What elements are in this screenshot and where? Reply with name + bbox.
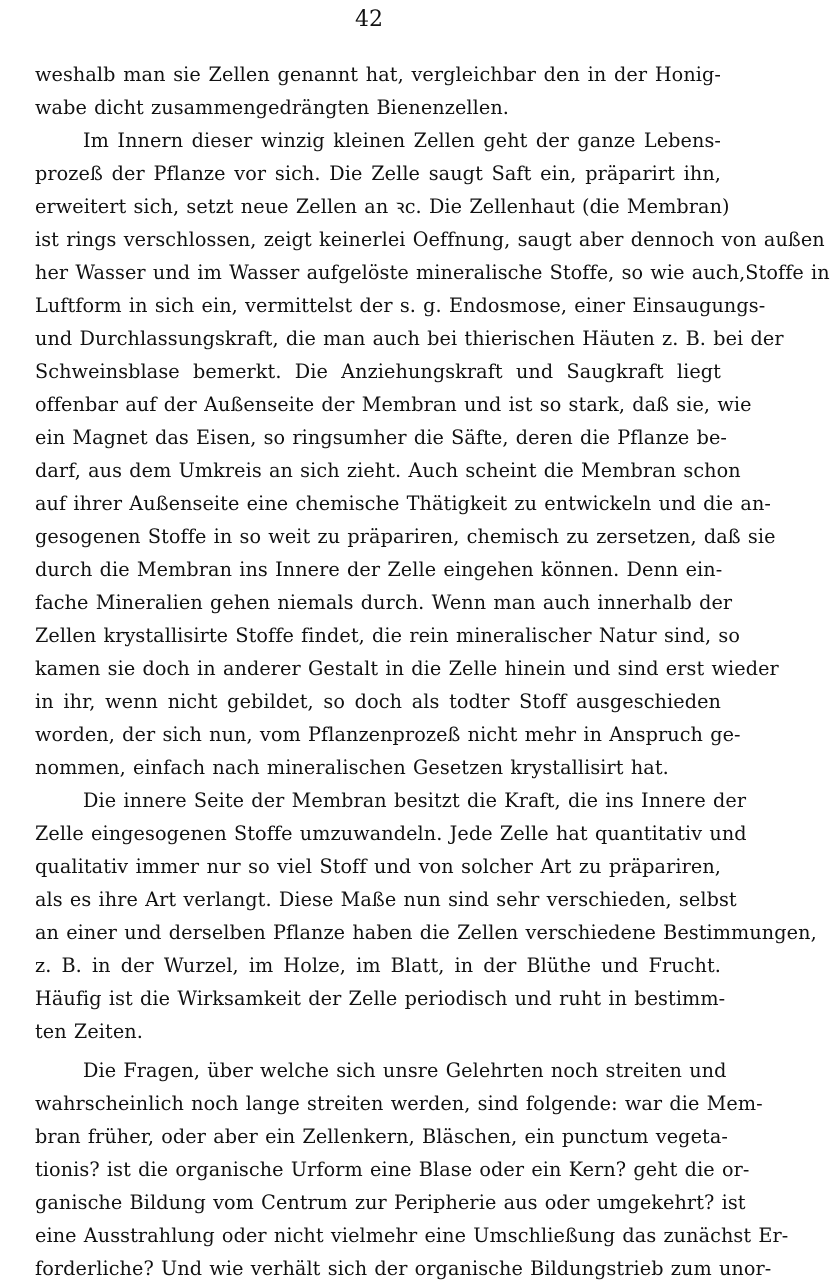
text-line: Die Fragen, über welche sich unsre Gelehrten noch streiten und xyxy=(83,1059,727,1082)
text-line: bran früher, oder aber ein Zellenkern, Bläschen, ein punctum vegeta- xyxy=(35,1125,728,1148)
text-line: Zelle eingesogenen Stoffe umzuwandeln. Jede Zelle hat quantitativ und xyxy=(35,822,747,845)
text-line: Schweinsblase bemerkt. Die Anziehungskraft und Saugkraft liegt xyxy=(35,360,721,383)
text-line: und Durchlassungskraft, die man auch bei thierischen Häuten z. B. bei der xyxy=(35,327,784,350)
text-line: fache Mineralien gehen niemals durch. Wenn man auch innerhalb der xyxy=(35,591,733,614)
text-line: her Wasser und im Wasser aufgelöste mineralische Stoffe, so wie auch,Stoffe in xyxy=(35,261,830,284)
text-line: Im Innern dieser winzig kleinen Zellen geht der ganze Lebens- xyxy=(83,129,721,152)
text-line: erweitert sich, setzt neue Zellen an ꝛc. Die Zellenhaut (die Membran) xyxy=(35,195,730,218)
text-line: Zellen krystallisirte Stoffe findet, die rein mineralischer Natur sind, so xyxy=(35,624,741,647)
text-line: wahrscheinlich noch lange streiten werden, sind folgende: war die Mem- xyxy=(35,1092,763,1115)
text-line: Die innere Seite der Membran besitzt die Kraft, die ins Innere der xyxy=(83,789,747,812)
text-line: tionis? ist die organische Urform eine Blase oder ein Kern? geht die or- xyxy=(35,1158,750,1181)
text-line: eine Ausstrahlung oder nicht vielmehr eine Umschließung das zunächst Er- xyxy=(35,1224,789,1247)
text-line: weshalb man sie Zellen genannt hat, vergleichbar den in der Honig- xyxy=(35,63,721,86)
text-line: wabe dicht zusammengedrängten Bienenzellen. xyxy=(35,96,509,119)
text-line: prozeß der Pflanze vor sich. Die Zelle saugt Saft ein, präparirt ihn, xyxy=(35,162,721,185)
paragraph-1 xyxy=(35,58,721,124)
text-line: ein Magnet das Eisen, so ringsumher die Säfte, deren die Pflanze be- xyxy=(35,426,727,449)
text-line: gesogenen Stoffe in so weit zu präpariren, chemisch zu zersetzen, daß sie xyxy=(35,525,776,548)
text-line: Luftform in sich ein, vermittelst der s. g. Endosmose, einer Einsaugungs- xyxy=(35,294,766,317)
paragraph-2 xyxy=(35,124,830,784)
text-line: forderliche? Und wie verhält sich der organische Bildungstrieb zum unor- xyxy=(35,1257,772,1280)
text-line: qualitativ immer nur so viel Stoff und von solcher Art zu präpariren, xyxy=(35,855,721,878)
text-line: Häufig ist die Wirksamkeit der Zelle periodisch und ruht in bestimm- xyxy=(35,987,726,1010)
paragraph-4 xyxy=(35,1054,789,1285)
text-line: offenbar auf der Außenseite der Membran und ist so stark, daß sie, wie xyxy=(35,393,752,416)
body-text xyxy=(35,58,830,1285)
text-line: nommen, einfach nach mineralischen Gesetzen krystallisirt hat. xyxy=(35,756,669,779)
text-line: in ihr, wenn nicht gebildet, so doch als todter Stoff ausgeschieden xyxy=(35,690,721,713)
text-line: ganische Bildung vom Centrum zur Peripherie aus oder umgekehrt? ist xyxy=(35,1191,746,1214)
text-line: durch die Membran ins Innere der Zelle eingehen können. Denn ein- xyxy=(35,558,723,581)
text-line: kamen sie doch in anderer Gestalt in die Zelle hinein und sind erst wieder xyxy=(35,657,779,680)
text-line: auf ihrer Außenseite eine chemische Thätigkeit zu entwickeln und die an- xyxy=(35,492,772,515)
text-line: worden, der sich nun, vom Pflanzenprozeß nicht mehr in Anspruch ge- xyxy=(35,723,741,746)
text-line: ist rings verschlossen, zeigt keinerlei Oeffnung, saugt aber dennoch von außen xyxy=(35,228,825,251)
paragraph-3 xyxy=(35,784,817,1048)
text-line: ten Zeiten. xyxy=(35,1020,143,1043)
text-line: an einer und derselben Pflanze haben die Zellen verschiedene Bestimmungen, xyxy=(35,921,817,944)
text-line: darf, aus dem Umkreis an sich zieht. Auch scheint die Membran schon xyxy=(35,459,741,482)
text-line: z. B. in der Wurzel, im Holze, im Blatt, in der Blüthe und Frucht. xyxy=(35,954,721,977)
text-line: als es ihre Art verlangt. Diese Maße nun sind sehr verschieden, selbst xyxy=(35,888,737,911)
page-number: 42 xyxy=(355,7,383,32)
